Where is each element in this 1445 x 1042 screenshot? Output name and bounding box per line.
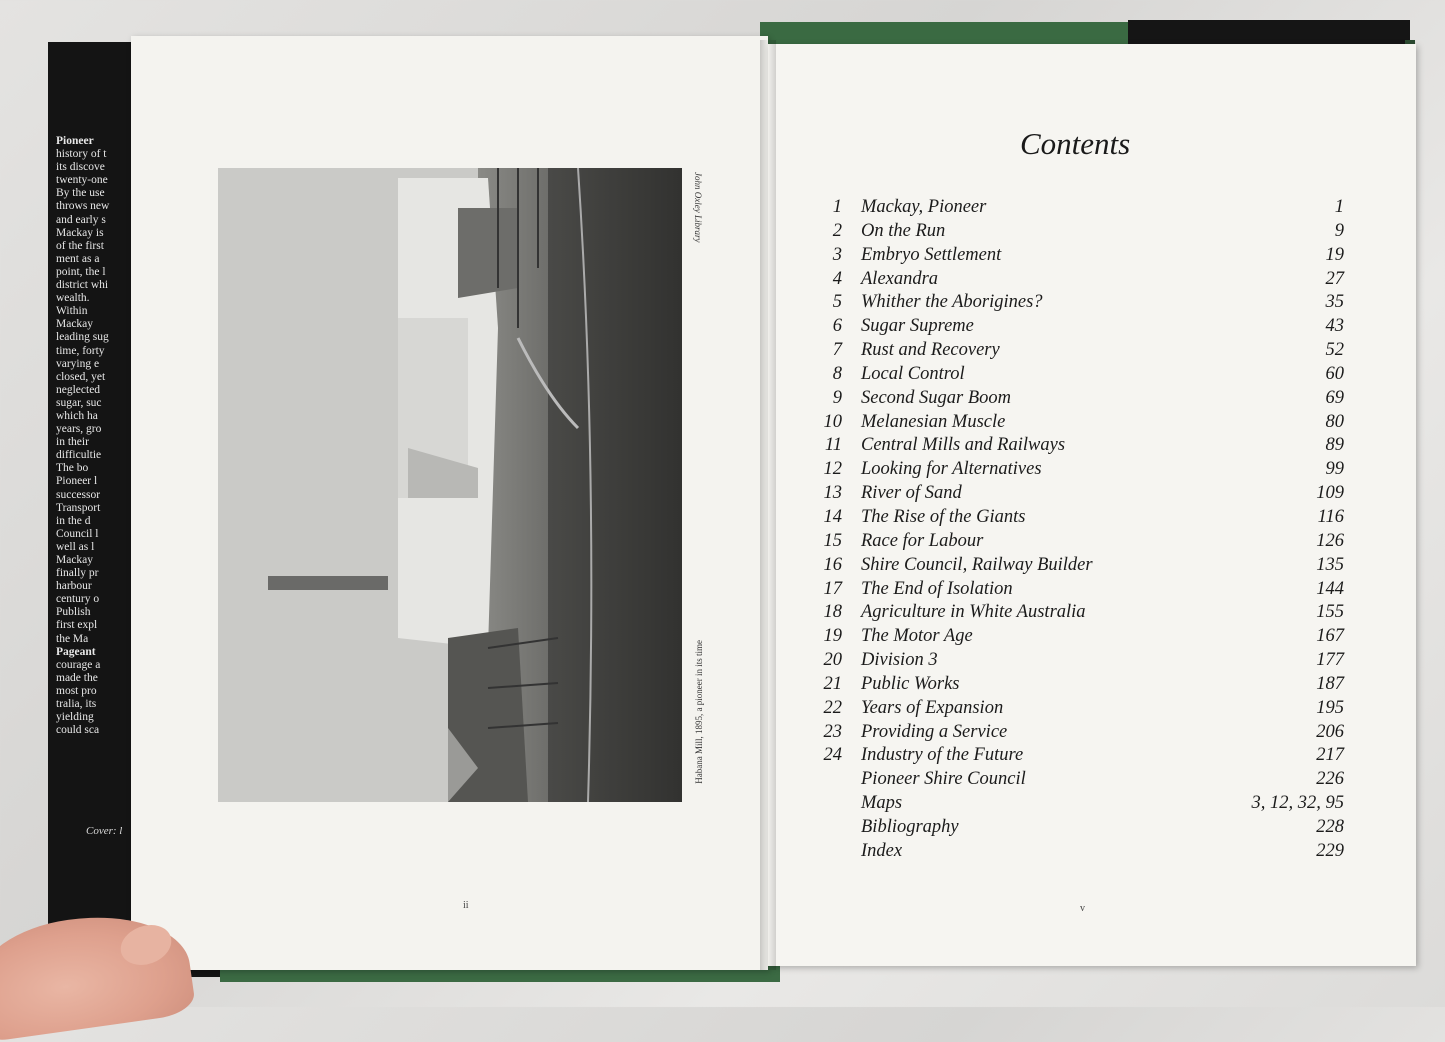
toc-chapter-title: Public Works xyxy=(861,673,960,694)
dust-jacket-line: Pageant xyxy=(56,645,96,658)
toc-chapter-number: 12 xyxy=(823,459,842,480)
dust-jacket-line: years, gro xyxy=(56,423,102,436)
book-gutter xyxy=(760,40,776,970)
toc-entry xyxy=(812,435,1352,459)
dust-jacket-blurb xyxy=(56,135,136,825)
dust-jacket-line: tralia, its xyxy=(56,698,97,711)
toc-chapter-number: 6 xyxy=(832,316,842,337)
toc-chapter-title: Sugar Supreme xyxy=(861,316,974,337)
toc-chapter-title: Looking for Alternatives xyxy=(861,459,1042,480)
table-of-contents xyxy=(812,197,1352,865)
toc-entry xyxy=(812,674,1352,698)
toc-page-number: 195 xyxy=(1316,697,1344,718)
dust-jacket-line: which ha xyxy=(56,409,98,422)
toc-page-number: 1 xyxy=(1334,197,1344,217)
toc-chapter-title: Providing a Service xyxy=(861,721,1008,742)
dust-jacket-line: Mackay xyxy=(56,554,94,566)
dust-jacket-line: throws new xyxy=(56,200,110,213)
toc-page-number: 99 xyxy=(1325,459,1344,480)
dust-jacket-line: wealth. xyxy=(56,292,90,305)
dust-jacket-line: yielding xyxy=(56,711,94,724)
toc-chapter-title: Years of Expansion xyxy=(861,697,1004,718)
toc-entry xyxy=(812,388,1352,412)
toc-chapter-number: 23 xyxy=(823,721,842,742)
dust-jacket-line: harbour xyxy=(56,580,92,593)
toc-page-number: 19 xyxy=(1325,244,1344,265)
toc-page-number: 69 xyxy=(1325,387,1344,408)
dust-jacket-line: in their xyxy=(56,436,89,449)
toc-entry xyxy=(812,531,1352,555)
toc-entry xyxy=(812,769,1352,793)
dust-jacket-line: varying e xyxy=(56,357,100,370)
toc-page-number: 80 xyxy=(1325,411,1344,432)
dust-jacket-line: Within xyxy=(56,305,88,318)
toc-chapter-number: 13 xyxy=(823,483,842,504)
toc-entry xyxy=(812,793,1352,817)
dust-jacket-line: ment as a xyxy=(56,252,100,265)
toc-chapter-title: Bibliography xyxy=(861,816,959,837)
dust-jacket-line: neglected xyxy=(56,383,101,396)
toc-entry xyxy=(812,269,1352,293)
toc-entry xyxy=(812,507,1352,531)
dust-jacket-line: its discove xyxy=(56,161,105,174)
toc-chapter-number: 21 xyxy=(823,673,842,694)
toc-chapter-title: The End of Isolation xyxy=(861,578,1013,599)
toc-page-number: 226 xyxy=(1316,769,1344,790)
toc-chapter-number: 5 xyxy=(832,292,842,313)
frontispiece-photo xyxy=(218,168,682,802)
toc-page-number: 167 xyxy=(1316,626,1344,647)
dust-jacket-line: of the first xyxy=(56,239,104,252)
toc-entry xyxy=(812,626,1352,650)
dust-jacket-line: By the use xyxy=(56,187,105,200)
dust-jacket-line: Pioneer xyxy=(56,135,94,147)
toc-chapter-number: 7 xyxy=(832,340,842,361)
dust-jacket-line: The bo xyxy=(56,462,89,475)
right-page-number: v xyxy=(1080,903,1085,914)
toc-entry xyxy=(812,340,1352,364)
toc-page-number: 126 xyxy=(1316,530,1344,551)
toc-page-number: 9 xyxy=(1334,220,1344,241)
dust-jacket-line: century o xyxy=(56,593,100,606)
toc-entry xyxy=(812,221,1352,245)
toc-page-number: 116 xyxy=(1317,506,1344,527)
toc-page-number: 43 xyxy=(1325,316,1344,337)
toc-entry xyxy=(812,650,1352,674)
toc-chapter-number: 10 xyxy=(823,411,842,432)
toc-page-number: 144 xyxy=(1316,578,1344,599)
toc-entry xyxy=(812,316,1352,340)
contents-heading: Contents xyxy=(1020,126,1131,161)
toc-chapter-title: Division 3 xyxy=(861,650,938,671)
dust-jacket-line: and early s xyxy=(56,213,106,226)
toc-page-number: 217 xyxy=(1316,745,1344,766)
toc-chapter-title: Second Sugar Boom xyxy=(861,387,1012,408)
book-cover-edge xyxy=(760,22,1140,44)
toc-entry xyxy=(812,698,1352,722)
toc-page-number: 135 xyxy=(1316,554,1344,575)
dust-jacket-line: could sca xyxy=(56,724,100,737)
dust-jacket-line: the Ma xyxy=(56,632,89,645)
toc-chapter-title: Rust and Recovery xyxy=(861,340,1000,361)
toc-chapter-number: 20 xyxy=(823,650,842,671)
dust-jacket-line: time, forty xyxy=(56,344,105,357)
toc-entry xyxy=(812,841,1352,865)
toc-page-number: 228 xyxy=(1316,816,1344,837)
dust-jacket-line: Council l xyxy=(56,527,99,540)
toc-chapter-number: 11 xyxy=(824,435,842,456)
dust-jacket-line: most pro xyxy=(56,684,97,697)
toc-chapter-title: Maps xyxy=(861,793,903,814)
toc-page-number: 229 xyxy=(1316,840,1344,861)
toc-page-number: 206 xyxy=(1316,721,1344,742)
toc-page-number: 60 xyxy=(1325,363,1344,384)
toc-chapter-title: River of Sand xyxy=(861,483,962,504)
dust-jacket-line: first expl xyxy=(56,619,98,632)
toc-entry xyxy=(812,245,1352,269)
toc-chapter-title: Pioneer Shire Council xyxy=(861,769,1026,790)
toc-entry xyxy=(812,292,1352,316)
photo-caption: Habana Mill, 1895, a pioneer in its time xyxy=(694,640,704,784)
dust-jacket-line: in the d xyxy=(56,514,91,527)
photo-credit: John Oxley Library xyxy=(693,172,703,243)
toc-entry xyxy=(812,579,1352,603)
toc-chapter-number: 1 xyxy=(832,197,842,217)
toc-page-number: 109 xyxy=(1316,483,1344,504)
toc-page-number: 35 xyxy=(1325,292,1344,313)
toc-page-number: 155 xyxy=(1316,602,1344,623)
toc-entry xyxy=(812,722,1352,746)
toc-chapter-title: Index xyxy=(861,840,903,861)
dust-jacket-line: well as l xyxy=(56,540,95,553)
toc-entry xyxy=(812,483,1352,507)
toc-chapter-number: 14 xyxy=(823,506,842,527)
toc-chapter-title: Whither the Aborigines? xyxy=(861,292,1043,313)
dust-jacket-line: successor xyxy=(56,488,101,501)
toc-page-number: 52 xyxy=(1325,340,1344,361)
toc-chapter-number: 19 xyxy=(823,626,842,647)
toc-chapter-number: 22 xyxy=(823,697,842,718)
toc-entry xyxy=(812,364,1352,388)
toc-page-number: 27 xyxy=(1325,268,1344,289)
toc-chapter-number: 24 xyxy=(823,745,842,766)
mill-photo-illustration xyxy=(218,168,682,802)
toc-chapter-title: Shire Council, Railway Builder xyxy=(861,554,1093,575)
dust-jacket-cover-note: Cover: l xyxy=(86,825,123,837)
toc-chapter-title: Local Control xyxy=(861,363,965,384)
toc-chapter-title: Agriculture in White Australia xyxy=(861,602,1086,623)
dust-jacket-line: sugar, suc xyxy=(56,396,102,409)
dust-jacket-line: made the xyxy=(56,671,98,684)
dust-jacket-line: history of t xyxy=(56,148,107,161)
toc-chapter-number: 8 xyxy=(832,363,842,384)
toc-chapter-number: 3 xyxy=(832,244,842,265)
toc-chapter-title: Melanesian Muscle xyxy=(861,411,1006,432)
dust-jacket-line: district whi xyxy=(56,279,109,292)
toc-chapter-title: Race for Labour xyxy=(861,530,984,551)
dust-jacket-line: twenty-one xyxy=(56,174,108,187)
toc-entry xyxy=(812,602,1352,626)
toc-chapter-number: 9 xyxy=(832,387,842,408)
toc-page-number: 177 xyxy=(1316,650,1344,671)
toc-chapter-number: 2 xyxy=(832,220,842,241)
dust-jacket-line: Transport xyxy=(56,501,101,514)
toc-chapter-number: 16 xyxy=(823,554,842,575)
toc-chapter-title: Mackay, Pioneer xyxy=(861,197,987,217)
toc-chapter-title: Central Mills and Railways xyxy=(861,435,1066,456)
dust-jacket-line: difficultie xyxy=(56,449,102,462)
dust-jacket-line: courage a xyxy=(56,658,101,671)
toc-page-number: 3, 12, 32, 95 xyxy=(1251,793,1344,814)
toc-chapter-number: 17 xyxy=(823,578,842,599)
toc-chapter-title: The Motor Age xyxy=(861,626,973,647)
toc-entry xyxy=(812,197,1352,221)
toc-chapter-title: Embryo Settlement xyxy=(861,244,1002,265)
toc-chapter-number: 4 xyxy=(832,268,842,289)
toc-chapter-title: Alexandra xyxy=(861,268,939,289)
toc-chapter-number: 15 xyxy=(823,530,842,551)
toc-chapter-title: Industry of the Future xyxy=(861,745,1024,766)
toc-entry xyxy=(812,817,1352,841)
dust-jacket-line: finally pr xyxy=(56,567,99,580)
dust-jacket-line: point, the l xyxy=(56,265,106,278)
dust-jacket-line: Mackay is xyxy=(56,226,104,239)
toc-entry xyxy=(812,745,1352,769)
toc-chapter-title: On the Run xyxy=(861,220,946,241)
dust-jacket-line: Publish xyxy=(56,606,91,619)
dust-jacket-line: leading sug xyxy=(56,331,109,344)
toc-entry xyxy=(812,412,1352,436)
left-page-number: ii xyxy=(463,900,469,911)
toc-page-number: 187 xyxy=(1316,673,1344,694)
toc-entry xyxy=(812,459,1352,483)
dust-jacket-line: closed, yet xyxy=(56,370,106,383)
toc-chapter-number: 18 xyxy=(823,602,842,623)
dust-jacket-line: Mackay xyxy=(56,318,94,331)
toc-entry xyxy=(812,555,1352,579)
toc-page-number: 89 xyxy=(1325,435,1344,456)
dust-jacket-line: Pioneer l xyxy=(56,475,98,488)
toc-chapter-title: The Rise of the Giants xyxy=(861,506,1026,527)
